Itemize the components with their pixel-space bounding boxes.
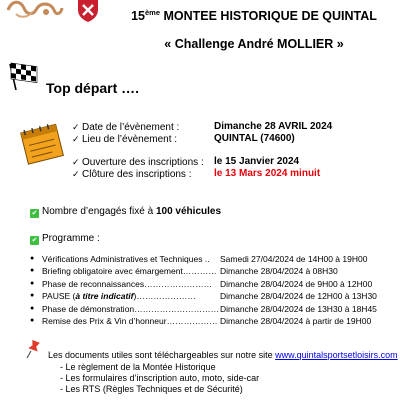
green-check-box-icon: ✔	[31, 237, 38, 244]
website-link[interactable]: www.quintalsportsetloisirs.com	[275, 350, 398, 360]
check-mark-icon: ✓	[72, 134, 80, 144]
programme-heading: ✔ Programme :	[31, 233, 100, 244]
crest-shield-icon	[76, 0, 100, 22]
green-check-box-icon: ✔	[31, 210, 38, 217]
schedule-row: ● Vérifications Administratives et Techniques .. Samedi 27/04/2024 de 14H00 à 19H00	[30, 254, 368, 264]
registration-close-value: le 13 Mars 2024 minuit	[214, 168, 321, 179]
pushpin-icon	[26, 339, 42, 359]
download-item: - Le règlement de la Montée Historique	[60, 362, 216, 372]
entries-count-line: ✔ Nombre d’engagés fixé à 100 véhicules	[31, 206, 222, 217]
schedule-row: ● Phase de démonstration………………………… Dimanche 28/04/2024 de 13H30 à 18H45	[30, 303, 377, 314]
registration-open-label: ✓ Ouverture des inscriptions :	[72, 157, 204, 168]
schedule-row: ● Briefing obligatoire avec émargement………… Dimanche 28/04/2024 à 08H30	[30, 266, 338, 277]
download-item: - Les RTS (Règles Techniques et de Sécurité)	[60, 384, 243, 394]
agenda-notepad-icon	[14, 122, 72, 166]
checkered-flag-icon	[4, 60, 44, 90]
check-mark-icon: ✓	[72, 157, 80, 167]
documents-line: Les documents utiles sont téléchargeables sur notre site www.quintalsportsetloisirs.com	[48, 350, 398, 360]
download-item: - Les formulaires d’inscription auto, moto, side-car	[60, 373, 260, 383]
check-mark-icon: ✓	[72, 169, 80, 179]
schedule-row: ● Phase de reconnaissances…………………… Dimanche 28/04/2024 de 9H00 à 12H00	[30, 278, 373, 289]
registration-open-value: le 15 Janvier 2024	[214, 156, 300, 167]
check-mark-icon: ✓	[72, 122, 80, 132]
event-place-value: QUINTAL (74600)	[214, 133, 295, 144]
schedule-row: ● Remise des Prix & Vin d’honneur……………… Dimanche 28/04/2024 à partir de 19H00	[30, 315, 372, 326]
registration-close-label: ✓ Clôture des inscriptions :	[72, 169, 192, 180]
ornament-logo-icon	[6, 0, 64, 20]
event-place-label: ✓ Lieu de l’évènement :	[72, 134, 178, 145]
page-subtitle: « Challenge André MOLLIER »	[164, 37, 344, 51]
top-depart-heading: Top départ ….	[46, 80, 140, 96]
event-date-value: Dimanche 28 AVRIL 2024	[214, 121, 333, 132]
programme-schedule	[30, 253, 398, 327]
event-date-label: ✓ Date de l’évènement :	[72, 122, 180, 133]
schedule-row: ● PAUSE (à titre indicatif)………………… Dimanche 28/04/2024 de 12H00 à 13H30	[30, 291, 377, 302]
page-title: 15ème MONTEE HISTORIQUE DE QUINTAL	[131, 8, 377, 24]
